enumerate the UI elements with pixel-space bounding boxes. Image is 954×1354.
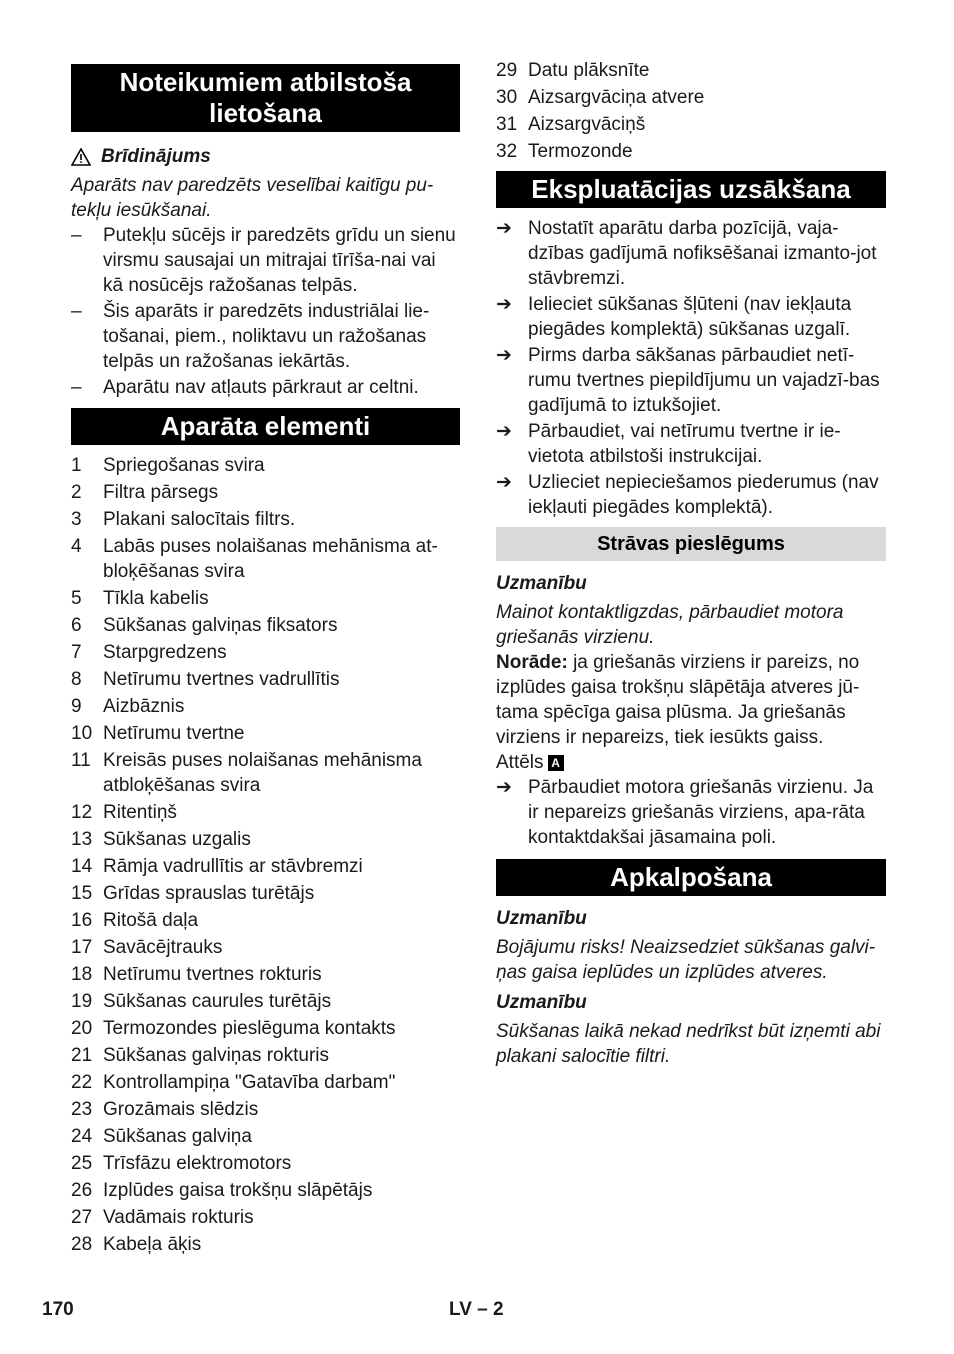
element-number: 15 (71, 883, 93, 904)
element-name: Filtra pārsegs (103, 482, 219, 503)
power-caution-label: Uzmanību (496, 573, 587, 594)
startup-step (496, 292, 886, 342)
element-list-item (71, 1232, 460, 1257)
startup-step (496, 419, 886, 469)
element-list-item (496, 139, 886, 164)
power-step-text: Pārbaudiet motora griešanās virzienu. Ja ir nepareizs griešanās virziens, apa-rāta kontaktdakšai jāsamaina poli. (528, 777, 874, 848)
element-number: 17 (71, 937, 93, 958)
element-number: 18 (71, 964, 93, 985)
element-list-item (71, 480, 460, 505)
element-name: Sūkšanas uzgalis (103, 829, 251, 850)
element-number: 9 (71, 696, 82, 717)
heading-startup: Ekspluatācijas uzsākšana (496, 171, 886, 208)
element-number: 4 (71, 536, 82, 557)
figure-reference (496, 750, 886, 775)
element-number: 30 (496, 87, 518, 108)
intended-use-list (71, 223, 460, 400)
element-number: 29 (496, 60, 518, 81)
element-number: 32 (496, 141, 518, 162)
element-name: Tīkla kabelis (103, 588, 209, 609)
element-list-item (71, 1016, 460, 1041)
element-list-item (71, 1043, 460, 1068)
element-list-item (71, 881, 460, 906)
startup-steps (496, 216, 886, 520)
element-name: Netīrumu tvertnes vadrullītis (103, 669, 340, 690)
element-name: Ritentiņš (103, 802, 177, 823)
element-name: Savācējtrauks (103, 937, 223, 958)
startup-step (496, 216, 886, 291)
element-name: Sūkšanas caurules turētājs (103, 991, 332, 1012)
intended-use-item (71, 223, 460, 298)
figure-label: Attēls (496, 752, 544, 773)
power-note-text: ja griešanās virziens ir pareizs, no izplūdes gaisa trokšņu slāpētāja atveres jū-tama spēcīga gaisa plūsma. Ja griešanās virziens ir nepareizs, tiek iesūkts gaiss. (496, 652, 860, 748)
heading-elements: Aparāta elementi (71, 408, 460, 445)
arrow-right-icon: ➔ (496, 294, 512, 315)
arrow-right-icon: ➔ (496, 218, 512, 239)
arrow-right-icon: ➔ (496, 777, 512, 798)
element-number: 28 (71, 1234, 93, 1255)
element-number: 2 (71, 482, 82, 503)
operation-caution1-label: Uzmanību (496, 908, 587, 929)
element-name: Sūkšanas galviņas rokturis (103, 1045, 329, 1066)
startup-step-text: Ielieciet sūkšanas šļūteni (nav iekļauta piegādes komplektā) sūkšanas uzgalī. (528, 294, 852, 340)
element-list-item (71, 989, 460, 1014)
figure-badge: A (548, 755, 564, 771)
element-name: Trīsfāzu elektromotors (103, 1153, 292, 1174)
element-number: 21 (71, 1045, 93, 1066)
element-name: Ritošā daļa (103, 910, 199, 931)
power-note (496, 650, 886, 750)
element-name: Aizbāznis (103, 696, 185, 717)
element-number: 7 (71, 642, 82, 663)
element-number: 1 (71, 455, 82, 476)
element-number: 14 (71, 856, 93, 877)
element-list-item (71, 694, 460, 719)
right-column (496, 56, 886, 1069)
intended-use-item-text: Putekļu sūcējs ir paredzēts grīdu un sienu virsmu sausajai un mitrajai tīrīša-nai vai kā nosūcējs ražošanas telpās. (103, 225, 456, 296)
power-caution-text: Mainot kontaktligzdas, pārbaudiet motora griešanās virzienu. (496, 602, 844, 648)
element-list-item (71, 827, 460, 852)
element-list-item (71, 613, 460, 638)
startup-step-text: Nostatīt aparātu darba pozīcijā, vaja-dzības gadījumā nofiksēšanai izmanto-jot stāvbremzi. (528, 218, 877, 289)
element-list-item (71, 935, 460, 960)
power-note-label: Norāde: (496, 652, 568, 673)
operation-caution2-label: Uzmanību (496, 992, 587, 1013)
dash-bullet-icon: – (71, 377, 82, 398)
element-number: 10 (71, 723, 93, 744)
element-list-item (496, 85, 886, 110)
element-list-item (71, 1124, 460, 1149)
startup-step (496, 343, 886, 418)
startup-step (496, 470, 886, 520)
element-name: Datu plāksnīte (528, 60, 650, 81)
startup-step-text: Pārbaudiet, vai netīrumu tvertne ir ie-vietota atbilstoši instrukcijai. (528, 421, 841, 467)
element-name: Spriegošanas svira (103, 455, 265, 476)
element-name: Labās puses nolaišanas mehānisma at-bloķēšanas svira (103, 536, 438, 582)
element-number: 24 (71, 1126, 93, 1147)
dash-bullet-icon: – (71, 225, 82, 246)
elements-list-right (496, 58, 886, 164)
element-list-item (71, 908, 460, 933)
element-name: Vadāmais rokturis (103, 1207, 254, 1228)
element-name: Plakani salocītais filtrs. (103, 509, 296, 530)
element-name: Aizsargvāciņš (528, 114, 646, 135)
element-list-item (71, 854, 460, 879)
operation-caution2-text: Sūkšanas laikā nekad nedrīkst būt izņemti abi plakani salocītie filtri. (496, 1021, 881, 1067)
heading-intended-use: Noteikumiem atbilstoša lietošana (71, 64, 460, 132)
element-list-item (496, 112, 886, 137)
element-number: 8 (71, 669, 82, 690)
element-number: 6 (71, 615, 82, 636)
element-name: Aizsargvāciņa atvere (528, 87, 705, 108)
element-list-item (71, 534, 460, 584)
element-number: 27 (71, 1207, 93, 1228)
element-number: 26 (71, 1180, 93, 1201)
startup-step-text: Pirms darba sākšanas pārbaudiet netī-rumu tvertnes piepildījumu un vajadzī-bas gadījumā to iztukšojiet. (528, 345, 880, 416)
element-name: Starpgredzens (103, 642, 227, 663)
element-list-item (496, 58, 886, 83)
element-list-item (71, 800, 460, 825)
warning-triangle-icon (71, 148, 91, 166)
warning-text: Aparāts nav paredzēts veselībai kaitīgu pu-tekļu iesūkšanai. (71, 175, 434, 221)
element-number: 22 (71, 1072, 93, 1093)
dash-bullet-icon: – (71, 301, 82, 322)
element-name: Kontrollampiņa "Gatavība darbam" (103, 1072, 396, 1093)
element-number: 12 (71, 802, 93, 823)
element-list-item (71, 1205, 460, 1230)
elements-list-left (71, 453, 460, 1257)
element-number: 19 (71, 991, 93, 1012)
heading-operation: Apkalpošana (496, 859, 886, 896)
element-name: Termozondes pieslēguma kontakts (103, 1018, 396, 1039)
intended-use-item (71, 299, 460, 374)
warning-title (71, 144, 460, 169)
element-name: Sūkšanas galviņa (103, 1126, 252, 1147)
element-name: Grīdas sprauslas turētājs (103, 883, 315, 904)
intended-use-item-text: Šis aparāts ir paredzēts industriālai lie-tošanai, piem., noliktavu un ražošanas telpās un ražošanas iekārtās. (103, 301, 430, 372)
element-list-item (71, 507, 460, 532)
arrow-right-icon: ➔ (496, 421, 512, 442)
warning-label: Brīdinājums (101, 146, 211, 167)
startup-step-text: Uzlieciet nepieciešamos piederumus (nav iekļauti piegādes komplektā). (528, 472, 879, 518)
operation-caution1-text: Bojājumu risks! Neaizsedziet sūkšanas galvi-ņas gaisa ieplūdes un izplūdes atveres. (496, 937, 876, 983)
element-name: Netīrumu tvertnes rokturis (103, 964, 322, 985)
left-column (71, 56, 460, 1259)
page-number: 170 (42, 1299, 74, 1320)
arrow-right-icon: ➔ (496, 472, 512, 493)
element-name: Grozāmais slēdzis (103, 1099, 259, 1120)
power-steps (496, 775, 886, 850)
element-number: 25 (71, 1153, 93, 1174)
intended-use-item (71, 375, 460, 400)
element-number: 5 (71, 588, 82, 609)
element-list-item (71, 640, 460, 665)
element-name: Izplūdes gaisa trokšņu slāpētājs (103, 1180, 373, 1201)
element-name: Rāmja vadrullītis ar stāvbremzi (103, 856, 363, 877)
power-step (496, 775, 886, 850)
element-number: 3 (71, 509, 82, 530)
element-list-item (71, 721, 460, 746)
element-list-item (71, 1097, 460, 1122)
element-name: Termozonde (528, 141, 633, 162)
element-number: 31 (496, 114, 518, 135)
element-number: 13 (71, 829, 93, 850)
element-number: 16 (71, 910, 93, 931)
element-name: Kabeļa āķis (103, 1234, 202, 1255)
element-list-item (71, 586, 460, 611)
element-number: 11 (71, 750, 91, 771)
intended-use-item-text: Aparātu nav atļauts pārkraut ar celtni. (103, 377, 419, 398)
element-name: Netīrumu tvertne (103, 723, 245, 744)
heading-power: Strāvas pieslēgums (496, 527, 886, 561)
element-number: 23 (71, 1099, 93, 1120)
element-list-item (71, 453, 460, 478)
element-list-item (71, 1151, 460, 1176)
element-list-item (71, 667, 460, 692)
element-name: Sūkšanas galviņas fiksators (103, 615, 338, 636)
element-list-item (71, 1178, 460, 1203)
element-list-item (71, 748, 460, 798)
element-number: 20 (71, 1018, 93, 1039)
language-page-code: LV – 2 (449, 1299, 504, 1320)
arrow-right-icon: ➔ (496, 345, 512, 366)
element-list-item (71, 1070, 460, 1095)
element-list-item (71, 962, 460, 987)
element-name: Kreisās puses nolaišanas mehānisma atbloķēšanas svira (103, 750, 422, 796)
